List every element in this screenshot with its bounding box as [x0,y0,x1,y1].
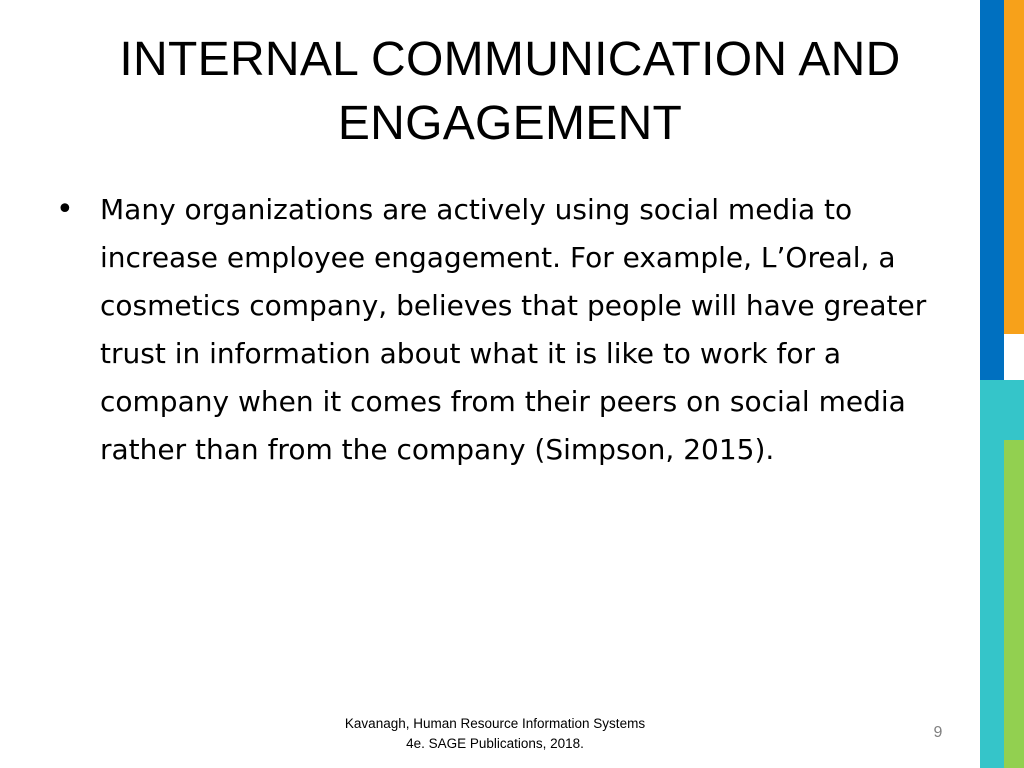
slide-title-line-1: INTERNAL COMMUNICATION AND [119,33,901,86]
green-accent-bar [1004,440,1024,768]
slide-content [56,186,976,474]
side-accent-bars [980,0,1024,768]
orange-accent-bar [1004,0,1024,334]
bullet-text: Many organizations are actively using social media to increase employee engagement. For example, L’Oreal, a cosmetics company, believes that people will have greater trust in information about what it is like to work for a company when it comes from their peers on social media rather than from the company (Simpson, 2015). [100,193,927,466]
bullet-item [56,186,976,474]
slide-title-line-2: ENGAGEMENT [337,97,683,150]
citation-line-1: Kavanagh, Human Resource Information Systems [344,716,646,731]
page-number: 9 [933,724,943,741]
slide-title [40,28,980,156]
footer-citation [290,714,700,754]
blue-accent-bar [980,0,1004,380]
bullet-marker: • [56,192,74,227]
citation-line-2: 4e. SAGE Publications, 2018. [406,736,584,751]
